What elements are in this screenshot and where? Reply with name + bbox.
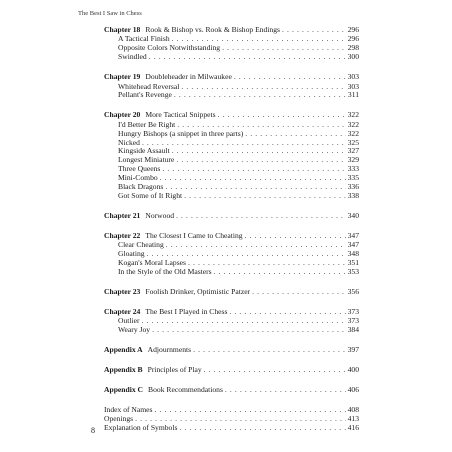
entry-page: 348 — [347, 249, 359, 259]
chapter-number: Appendix A — [104, 344, 143, 354]
dot-leader — [222, 44, 346, 53]
dot-leader — [166, 241, 346, 250]
dot-leader — [245, 130, 345, 139]
chapter-page: 400 — [347, 364, 359, 374]
toc-section — [104, 288, 359, 297]
chapter-title: Book Recommendations — [148, 384, 223, 394]
dot-leader — [142, 139, 346, 148]
chapter-row — [104, 111, 359, 120]
toc-section — [104, 73, 359, 100]
entry-page: 351 — [347, 258, 359, 268]
dot-leader — [142, 317, 346, 326]
chapter-title: Adjournments — [147, 344, 192, 354]
entry-page: 327 — [347, 146, 359, 156]
chapter-page: 373 — [347, 306, 359, 316]
chapter-page: 340 — [347, 210, 359, 220]
back-matter-title: Openings — [104, 413, 134, 423]
entry-title: Mini-Combo — [118, 173, 158, 183]
entry-page: 335 — [347, 173, 359, 183]
entry-page: 298 — [347, 43, 359, 53]
dot-leader — [155, 406, 346, 415]
dot-leader — [214, 268, 346, 277]
back-matter-title: Index of Names — [104, 404, 153, 414]
toc-section — [104, 232, 359, 277]
toc-section — [104, 346, 359, 355]
toc-section — [104, 308, 359, 335]
entry-title: Swindled — [118, 52, 147, 62]
entry-title: Kingside Assault — [118, 146, 170, 156]
chapter-number: Chapter 21 — [104, 210, 141, 220]
chapter-row — [104, 212, 359, 221]
chapter-title: Principles of Play — [147, 364, 202, 374]
dot-leader — [149, 53, 346, 62]
entry-row — [104, 91, 359, 100]
chapter-row — [104, 288, 359, 297]
entry-page: 347 — [347, 240, 359, 250]
toc-section — [104, 26, 359, 62]
table-of-contents — [104, 26, 359, 443]
entry-row — [104, 192, 359, 201]
entry-row — [104, 130, 359, 139]
back-matter-page: 408 — [347, 404, 359, 414]
dot-leader — [179, 424, 345, 433]
chapter-page: 406 — [347, 384, 359, 394]
entry-page: 373 — [347, 316, 359, 326]
entry-page: 303 — [347, 81, 359, 91]
entry-page: 311 — [347, 90, 359, 100]
chapter-label — [104, 73, 232, 82]
entry-row — [104, 53, 359, 62]
chapter-page: 322 — [347, 110, 359, 120]
dot-leader — [245, 232, 346, 241]
entry-title: Black Dragons — [118, 182, 164, 192]
chapter-number: Appendix B — [104, 364, 143, 374]
chapter-page: 303 — [347, 72, 359, 82]
chapter-row — [104, 73, 359, 82]
entry-title: Kogan's Moral Lapses — [118, 258, 187, 268]
dot-leader — [162, 165, 345, 174]
toc-section — [104, 386, 359, 395]
dot-leader — [152, 326, 346, 335]
chapter-title: The Best I Played in Chess — [145, 306, 228, 316]
dot-leader — [225, 386, 346, 395]
chapter-page: 296 — [347, 25, 359, 34]
entry-title: Whitehead Reversal — [118, 81, 180, 91]
dot-leader — [176, 156, 345, 165]
entry-title: Nicked — [118, 137, 140, 147]
dot-leader — [229, 308, 345, 317]
chapter-page: 356 — [347, 286, 359, 296]
chapter-label — [104, 346, 191, 355]
chapter-label — [104, 212, 174, 221]
dot-leader — [165, 183, 345, 192]
back-matter-row — [104, 424, 359, 433]
dot-leader — [234, 73, 346, 82]
entry-page: 322 — [347, 119, 359, 129]
dot-leader — [282, 26, 346, 35]
entry-page: 329 — [347, 155, 359, 165]
toc-section — [104, 111, 359, 201]
dot-leader — [174, 91, 346, 100]
dot-leader — [184, 192, 345, 201]
entry-title: Weary Joy — [118, 325, 151, 335]
chapter-number: Appendix C — [104, 384, 144, 394]
entry-title: Opposite Colors Notwithstanding — [118, 43, 221, 53]
back-matter-title: Explanation of Symbols — [104, 422, 178, 432]
toc-section — [104, 366, 359, 375]
chapter-title: Norwood — [145, 210, 175, 220]
entry-page: 300 — [347, 52, 359, 62]
entry-title: In the Style of the Old Masters — [118, 266, 212, 276]
entry-title: Three Queens — [118, 164, 161, 174]
chapter-title: Rook & Bishop vs. Rook & Bishop Endings — [145, 25, 280, 34]
entry-page: 333 — [347, 164, 359, 174]
entry-title: Got Some of It Right — [118, 191, 183, 200]
entry-page: 338 — [347, 191, 359, 200]
entry-page: 325 — [347, 137, 359, 147]
chapter-label — [104, 111, 216, 120]
chapter-row — [104, 386, 359, 395]
entry-title: Pellant's Revenge — [118, 90, 172, 100]
running-head: The Best I Saw in Chess — [78, 10, 142, 17]
chapter-number: Chapter 19 — [104, 72, 141, 82]
chapter-title: Foolish Drinker, Optimistic Patzer — [145, 286, 251, 296]
entry-title: A Tactical Finish — [118, 34, 170, 44]
entry-title: Clear Cheating — [118, 240, 164, 250]
toc-section — [104, 212, 359, 221]
back-matter — [104, 406, 359, 433]
dot-leader — [160, 174, 346, 183]
chapter-label — [104, 288, 250, 297]
entry-title: I'd Better Be Right — [118, 119, 176, 129]
chapter-number: Chapter 18 — [104, 25, 141, 34]
dot-leader — [204, 366, 346, 375]
chapter-title: More Tactical Snippets — [145, 110, 216, 120]
chapter-row — [104, 308, 359, 317]
dot-leader — [218, 111, 346, 120]
back-matter-page: 413 — [347, 413, 359, 423]
chapter-label — [104, 386, 223, 395]
back-matter-page: 416 — [347, 422, 359, 432]
chapter-number: Chapter 20 — [104, 110, 141, 120]
dot-leader — [252, 288, 346, 297]
entry-page: 336 — [347, 182, 359, 192]
chapter-label — [104, 366, 202, 375]
entry-title: Gloating — [118, 249, 145, 259]
chapter-page: 347 — [347, 230, 359, 240]
page-number: 8 — [91, 426, 95, 435]
chapter-row — [104, 346, 359, 355]
chapter-title: Doubleheader in Milwaukee — [145, 72, 232, 82]
chapter-number: Chapter 22 — [104, 230, 141, 240]
dot-leader — [172, 147, 346, 156]
chapter-number: Chapter 23 — [104, 286, 141, 296]
entry-page: 296 — [347, 34, 359, 44]
entry-page: 322 — [347, 128, 359, 138]
entry-row — [104, 326, 359, 335]
dot-leader — [176, 212, 346, 221]
entry-page: 384 — [347, 325, 359, 335]
entry-row — [104, 268, 359, 277]
chapter-number: Chapter 24 — [104, 306, 141, 316]
entry-page: 353 — [347, 266, 359, 276]
chapter-page: 397 — [347, 344, 359, 354]
dot-leader — [181, 83, 345, 92]
entry-title: Hungry Bishops (a snippet in three parts) — [118, 128, 244, 138]
entry-title: Outlier — [118, 316, 140, 326]
chapter-row — [104, 366, 359, 375]
chapter-title: The Closest I Came to Cheating — [145, 230, 243, 240]
back-matter-row — [104, 406, 359, 415]
entry-title: Longest Miniature — [118, 155, 175, 165]
dot-leader — [193, 346, 346, 355]
